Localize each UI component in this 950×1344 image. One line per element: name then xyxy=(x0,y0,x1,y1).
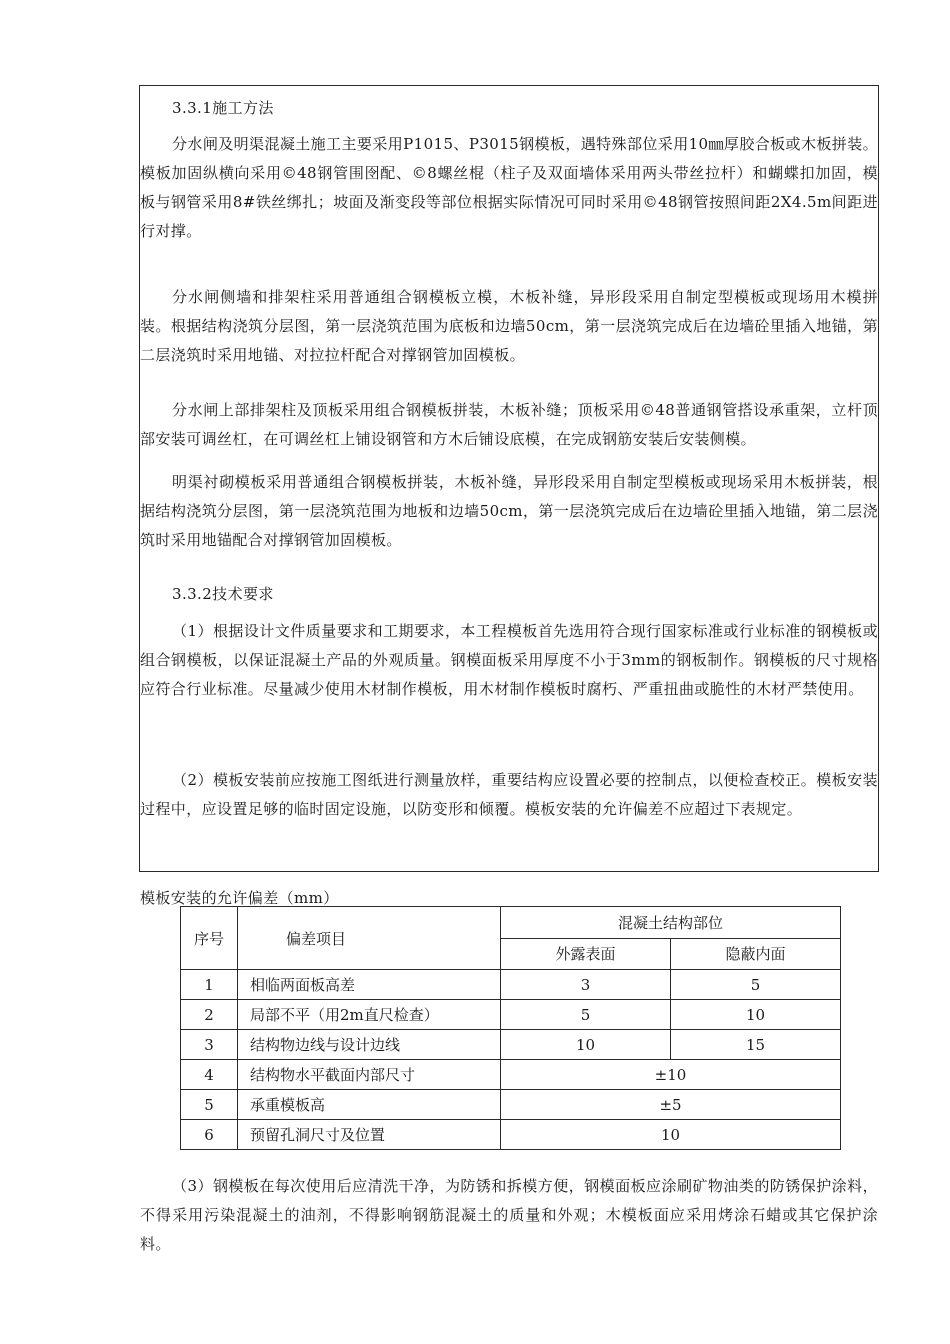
paragraph-formwork-materials: 分水闸及明渠混凝土施工主要采用P1015、P3015钢模板，遇特殊部位采用10㎜厚胶合板或木板拼装。模板加固纵横向采用©48钢管围囹配、©8螺丝棍（柱子及双面墙体采用两头带丝拉杆）和蝴蝶扣加固，模板与钢管采用8#铁丝绑扎；坡面及渐变段等部位根据实际情况可同时采用©48钢管按照间距2X4.5m间距进行对撑。 xyxy=(140,135,878,240)
cell-item: 预留孔洞尺寸及位置 xyxy=(238,1120,501,1150)
paragraph-channel-lining: 明渠衬砌模板采用普通组合钢模板拼装，木板补缝，异形段采用自制定型模板或现场采用木板拼装，根据结构浇筑分层图，第一层浇筑范围为地板和边墙50cm，第一层浇筑完成后在边墙砼里插入地锚，第二层浇筑时采用地锚配合对撑钢管加固模板。 xyxy=(140,473,878,549)
cell-seq: 1 xyxy=(181,970,238,1000)
cell-hidden: 5 xyxy=(671,970,841,1000)
cell-item: 承重模板高 xyxy=(238,1090,501,1120)
cell-item: 局部不平（用2m直尺检查） xyxy=(238,1000,501,1030)
cell-merged-value: 10 xyxy=(501,1120,841,1150)
cell-item: 结构物水平截面内部尺寸 xyxy=(238,1060,501,1090)
header-part: 混凝土结构部位 xyxy=(501,907,841,939)
section-heading-331: 3.3.1施工方法 xyxy=(172,99,274,117)
table-row xyxy=(181,1030,841,1060)
section-heading-332: 3.3.2技术要求 xyxy=(172,585,274,603)
header-hidden: 隐蔽内面 xyxy=(671,938,841,970)
header-exposed: 外露表面 xyxy=(501,938,671,970)
cell-merged-value: ±5 xyxy=(501,1090,841,1120)
cell-merged-value: ±10 xyxy=(501,1060,841,1090)
tolerance-table xyxy=(180,906,841,1150)
paragraph-gate-roof: 分水闸上部排架柱及顶板采用组合钢模板拼装，木板补缝；顶板采用©48普通钢管搭设承重架，立杆顶部安装可调丝杠，在可调丝杠上铺设钢管和方木后铺设底模，在完成钢筋安装后安装侧模。 xyxy=(140,401,878,448)
table-caption: 模板安装的允许偏差（mm） xyxy=(140,889,339,907)
cell-seq: 3 xyxy=(181,1030,238,1060)
cell-hidden: 10 xyxy=(671,1000,841,1030)
cell-exposed: 3 xyxy=(501,970,671,1000)
paragraph-requirement-1: （1）根据设计文件质量要求和工期要求，本工程模板首先选用符合现行国家标准或行业标准的钢模板或组合钢模板，以保证混凝土产品的外观质量。钢模面板采用厚度不小于3mm的钢板制作。钢模板的尺寸规格应符合行业标准。尽量减少使用木材制作模板，用木材制作模板时腐朽、严重扭曲或脆性的木材严禁使用。 xyxy=(140,622,878,698)
paragraph-gate-walls: 分水闸侧墙和排架柱采用普通组合钢模板立模，木板补缝，异形段采用自制定型模板或现场用木模拼装。根据结构浇筑分层图，第一层浇筑范围为底板和边墙50cm，第一层浇筑完成后在边墙砼里插入地锚，第二层浇筑时采用地锚、对拉拉杆配合对撑钢管加固模板。 xyxy=(140,288,878,364)
table-row xyxy=(181,1060,841,1090)
table-row xyxy=(181,1090,841,1120)
cell-hidden: 15 xyxy=(671,1030,841,1060)
cell-exposed: 5 xyxy=(501,1000,671,1030)
cell-seq: 2 xyxy=(181,1000,238,1030)
cell-exposed: 10 xyxy=(501,1030,671,1060)
table-row xyxy=(181,970,841,1000)
cell-seq: 6 xyxy=(181,1120,238,1150)
cell-seq: 4 xyxy=(181,1060,238,1090)
header-seq: 序号 xyxy=(181,907,238,970)
table-row xyxy=(181,1120,841,1150)
paragraph-requirement-3: （3）钢模板在每次使用后应清洗干净，为防锈和拆模方便，钢模面板应涂刷矿物油类的防锈保护涂料，不得采用污染混凝土的油剂，不得影响钢筋混凝土的质量和外观；木模板面应采用烤涂石蜡或其它保护涂料。 xyxy=(140,1177,878,1253)
cell-item: 结构物边线与设计边线 xyxy=(238,1030,501,1060)
table-row xyxy=(181,1000,841,1030)
header-item: 偏差项目 xyxy=(238,907,501,970)
cell-seq: 5 xyxy=(181,1090,238,1120)
paragraph-requirement-2: （2）模板安装前应按施工图纸进行测量放样，重要结构应设置必要的控制点，以便检查校正。模板安装过程中，应设置足够的临时固定设施，以防变形和倾覆。模板安装的允许偏差不应超过下表规定。 xyxy=(140,771,878,818)
table-header-row xyxy=(181,907,841,939)
cell-item: 相临两面板高差 xyxy=(238,970,501,1000)
